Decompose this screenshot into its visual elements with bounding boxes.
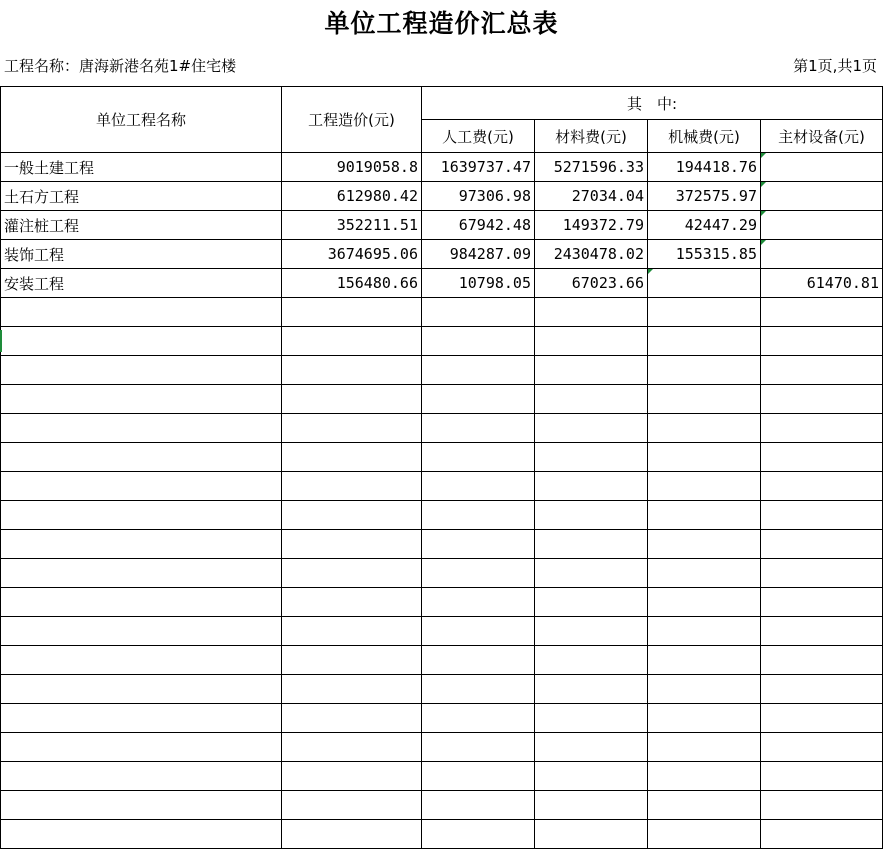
empty-cell[interactable] xyxy=(761,675,883,704)
empty-cell[interactable] xyxy=(282,733,422,762)
empty-cell[interactable] xyxy=(648,646,761,675)
empty-cell[interactable] xyxy=(282,646,422,675)
empty-cell[interactable] xyxy=(422,356,535,385)
empty-cell[interactable] xyxy=(648,588,761,617)
header-cost[interactable]: 工程造价(元) xyxy=(282,87,422,153)
cell-material[interactable]: 149372.79 xyxy=(535,211,648,240)
empty-cell[interactable] xyxy=(422,675,535,704)
project-name-label: 工程名称：唐海新港名苑1#住宅楼 xyxy=(4,57,237,75)
empty-table-row xyxy=(1,733,883,762)
cell-machine[interactable]: 194418.76 xyxy=(648,153,761,182)
empty-table-row xyxy=(1,820,883,849)
empty-cell[interactable] xyxy=(761,791,883,820)
empty-cell[interactable] xyxy=(1,733,282,762)
empty-cell[interactable] xyxy=(282,414,422,443)
cell-unit-name[interactable]: 灌注桩工程 xyxy=(1,211,282,240)
empty-table-row xyxy=(1,472,883,501)
empty-cell[interactable] xyxy=(761,762,883,791)
empty-cell[interactable] xyxy=(422,443,535,472)
empty-table-row xyxy=(1,501,883,530)
empty-cell[interactable] xyxy=(648,443,761,472)
empty-cell[interactable] xyxy=(535,443,648,472)
cell-labor[interactable]: 10798.05 xyxy=(422,269,535,298)
empty-cell[interactable] xyxy=(535,588,648,617)
empty-cell[interactable] xyxy=(761,472,883,501)
empty-cell[interactable] xyxy=(422,385,535,414)
empty-cell[interactable] xyxy=(422,414,535,443)
empty-cell[interactable] xyxy=(422,646,535,675)
cell-labor[interactable]: 984287.09 xyxy=(422,240,535,269)
empty-cell[interactable] xyxy=(1,501,282,530)
cell-cost[interactable]: 3674695.06 xyxy=(282,240,422,269)
empty-cell[interactable] xyxy=(648,385,761,414)
cell-machine[interactable]: 155315.85 xyxy=(648,240,761,269)
empty-cell[interactable] xyxy=(282,298,422,327)
empty-cell[interactable] xyxy=(422,559,535,588)
empty-table-row xyxy=(1,675,883,704)
empty-cell[interactable] xyxy=(282,588,422,617)
cell-equipment[interactable] xyxy=(761,153,883,182)
cell-material[interactable]: 2430478.02 xyxy=(535,240,648,269)
empty-cell[interactable] xyxy=(282,530,422,559)
empty-cell[interactable] xyxy=(1,298,282,327)
empty-cell[interactable] xyxy=(535,762,648,791)
empty-table-row xyxy=(1,791,883,820)
empty-cell[interactable] xyxy=(535,501,648,530)
empty-cell[interactable] xyxy=(422,704,535,733)
cell-cost[interactable]: 156480.66 xyxy=(282,269,422,298)
cell-cost[interactable]: 9019058.8 xyxy=(282,153,422,182)
header-row-1 xyxy=(1,87,883,120)
empty-cell[interactable] xyxy=(422,472,535,501)
table-row xyxy=(1,240,883,269)
cell-unit-name[interactable]: 一般土建工程 xyxy=(1,153,282,182)
empty-cell[interactable] xyxy=(761,443,883,472)
cell-labor[interactable]: 97306.98 xyxy=(422,182,535,211)
table-row xyxy=(1,211,883,240)
empty-cell[interactable] xyxy=(1,762,282,791)
cell-cost[interactable]: 612980.42 xyxy=(282,182,422,211)
cell-material[interactable]: 27034.04 xyxy=(535,182,648,211)
empty-table-row xyxy=(1,356,883,385)
empty-cell[interactable] xyxy=(1,675,282,704)
cell-labor[interactable]: 1639737.47 xyxy=(422,153,535,182)
empty-cell[interactable] xyxy=(282,472,422,501)
empty-cell[interactable] xyxy=(422,501,535,530)
empty-cell[interactable] xyxy=(282,704,422,733)
empty-cell[interactable] xyxy=(282,559,422,588)
empty-cell[interactable] xyxy=(761,356,883,385)
empty-cell[interactable] xyxy=(648,820,761,849)
cell-cost[interactable]: 352211.51 xyxy=(282,211,422,240)
empty-cell[interactable] xyxy=(282,443,422,472)
empty-cell[interactable] xyxy=(422,733,535,762)
empty-cell[interactable] xyxy=(761,588,883,617)
header-machine[interactable]: 机械费(元) xyxy=(648,120,761,153)
empty-cell[interactable] xyxy=(1,414,282,443)
empty-table-row xyxy=(1,298,883,327)
empty-cell[interactable] xyxy=(1,356,282,385)
empty-table-row xyxy=(1,327,883,356)
page-title: 单位工程造价汇总表 xyxy=(324,9,559,38)
header-material[interactable]: 材料费(元) xyxy=(535,120,648,153)
empty-cell[interactable] xyxy=(648,791,761,820)
empty-cell[interactable] xyxy=(282,675,422,704)
empty-cell[interactable] xyxy=(535,704,648,733)
empty-table-row xyxy=(1,588,883,617)
cell-equipment[interactable] xyxy=(761,182,883,211)
empty-cell[interactable] xyxy=(1,820,282,849)
empty-table-row xyxy=(1,530,883,559)
empty-cell[interactable] xyxy=(761,733,883,762)
empty-cell[interactable] xyxy=(535,791,648,820)
header-unit-name[interactable]: 单位工程名称 xyxy=(1,87,282,153)
empty-table-row xyxy=(1,762,883,791)
empty-cell[interactable] xyxy=(535,385,648,414)
empty-cell[interactable] xyxy=(535,617,648,646)
empty-cell[interactable] xyxy=(535,356,648,385)
cell-material[interactable]: 5271596.33 xyxy=(535,153,648,182)
cell-unit-name[interactable]: 土石方工程 xyxy=(1,182,282,211)
empty-cell[interactable] xyxy=(282,791,422,820)
empty-cell[interactable] xyxy=(648,414,761,443)
empty-cell[interactable] xyxy=(535,530,648,559)
empty-table-row xyxy=(1,704,883,733)
empty-cell[interactable] xyxy=(761,820,883,849)
cell-machine[interactable]: 42447.29 xyxy=(648,211,761,240)
empty-table-row xyxy=(1,385,883,414)
cell-machine[interactable] xyxy=(648,269,761,298)
empty-cell[interactable] xyxy=(1,588,282,617)
empty-cell[interactable] xyxy=(535,646,648,675)
empty-cell[interactable] xyxy=(648,675,761,704)
empty-cell[interactable] xyxy=(1,704,282,733)
empty-cell[interactable] xyxy=(535,559,648,588)
empty-cell[interactable] xyxy=(535,472,648,501)
empty-cell[interactable] xyxy=(648,327,761,356)
cell-unit-name[interactable]: 装饰工程 xyxy=(1,240,282,269)
empty-cell[interactable] xyxy=(1,530,282,559)
table-row xyxy=(1,269,883,298)
empty-cell[interactable] xyxy=(761,704,883,733)
empty-cell[interactable] xyxy=(535,675,648,704)
empty-cell[interactable] xyxy=(1,472,282,501)
empty-cell[interactable] xyxy=(761,298,883,327)
empty-cell[interactable] xyxy=(282,385,422,414)
empty-cell[interactable] xyxy=(1,646,282,675)
cell-cursor-marker xyxy=(0,330,2,352)
empty-cell[interactable] xyxy=(1,559,282,588)
empty-cell[interactable] xyxy=(422,327,535,356)
empty-cell[interactable] xyxy=(282,327,422,356)
cell-equipment[interactable]: 61470.81 xyxy=(761,269,883,298)
empty-cell[interactable] xyxy=(1,443,282,472)
empty-cell[interactable] xyxy=(648,704,761,733)
empty-cell[interactable] xyxy=(282,501,422,530)
header-among[interactable]: 其 中: xyxy=(422,87,883,120)
table-row xyxy=(1,182,883,211)
table-row xyxy=(1,153,883,182)
empty-cell[interactable] xyxy=(535,414,648,443)
empty-cell[interactable] xyxy=(422,791,535,820)
empty-cell[interactable] xyxy=(648,298,761,327)
empty-cell[interactable] xyxy=(282,356,422,385)
empty-cell[interactable] xyxy=(761,617,883,646)
empty-cell[interactable] xyxy=(422,298,535,327)
empty-table-row xyxy=(1,414,883,443)
empty-cell[interactable] xyxy=(1,385,282,414)
empty-cell[interactable] xyxy=(761,385,883,414)
cell-equipment[interactable] xyxy=(761,240,883,269)
empty-cell[interactable] xyxy=(761,559,883,588)
header-equipment[interactable]: 主材设备(元) xyxy=(761,120,883,153)
empty-cell[interactable] xyxy=(282,617,422,646)
empty-cell[interactable] xyxy=(535,298,648,327)
empty-cell[interactable] xyxy=(422,820,535,849)
empty-cell[interactable] xyxy=(422,588,535,617)
cost-summary-table xyxy=(0,86,883,849)
empty-cell[interactable] xyxy=(648,617,761,646)
empty-cell[interactable] xyxy=(761,530,883,559)
empty-cell[interactable] xyxy=(282,820,422,849)
empty-cell[interactable] xyxy=(535,327,648,356)
empty-cell[interactable] xyxy=(648,733,761,762)
empty-cell[interactable] xyxy=(648,472,761,501)
empty-cell[interactable] xyxy=(1,791,282,820)
empty-cell[interactable] xyxy=(648,356,761,385)
cell-machine[interactable]: 372575.97 xyxy=(648,182,761,211)
cell-material[interactable]: 67023.66 xyxy=(535,269,648,298)
empty-table-row xyxy=(1,646,883,675)
empty-cell[interactable] xyxy=(1,617,282,646)
empty-table-row xyxy=(1,443,883,472)
empty-cell[interactable] xyxy=(422,762,535,791)
empty-cell[interactable] xyxy=(648,559,761,588)
empty-cell[interactable] xyxy=(422,617,535,646)
empty-cell[interactable] xyxy=(535,733,648,762)
page-number-label: 第1页,共1页 xyxy=(793,57,877,75)
empty-cell[interactable] xyxy=(761,327,883,356)
empty-table-row xyxy=(1,559,883,588)
empty-cell[interactable] xyxy=(648,762,761,791)
cell-labor[interactable]: 67942.48 xyxy=(422,211,535,240)
cell-equipment[interactable] xyxy=(761,211,883,240)
empty-cell[interactable] xyxy=(535,820,648,849)
empty-cell[interactable] xyxy=(1,327,282,356)
header-labor[interactable]: 人工费(元) xyxy=(422,120,535,153)
empty-cell[interactable] xyxy=(761,646,883,675)
empty-cell[interactable] xyxy=(282,762,422,791)
empty-cell[interactable] xyxy=(761,501,883,530)
empty-cell[interactable] xyxy=(648,501,761,530)
empty-table-row xyxy=(1,617,883,646)
empty-cell[interactable] xyxy=(761,414,883,443)
cell-unit-name[interactable]: 安装工程 xyxy=(1,269,282,298)
empty-cell[interactable] xyxy=(648,530,761,559)
empty-cell[interactable] xyxy=(422,530,535,559)
